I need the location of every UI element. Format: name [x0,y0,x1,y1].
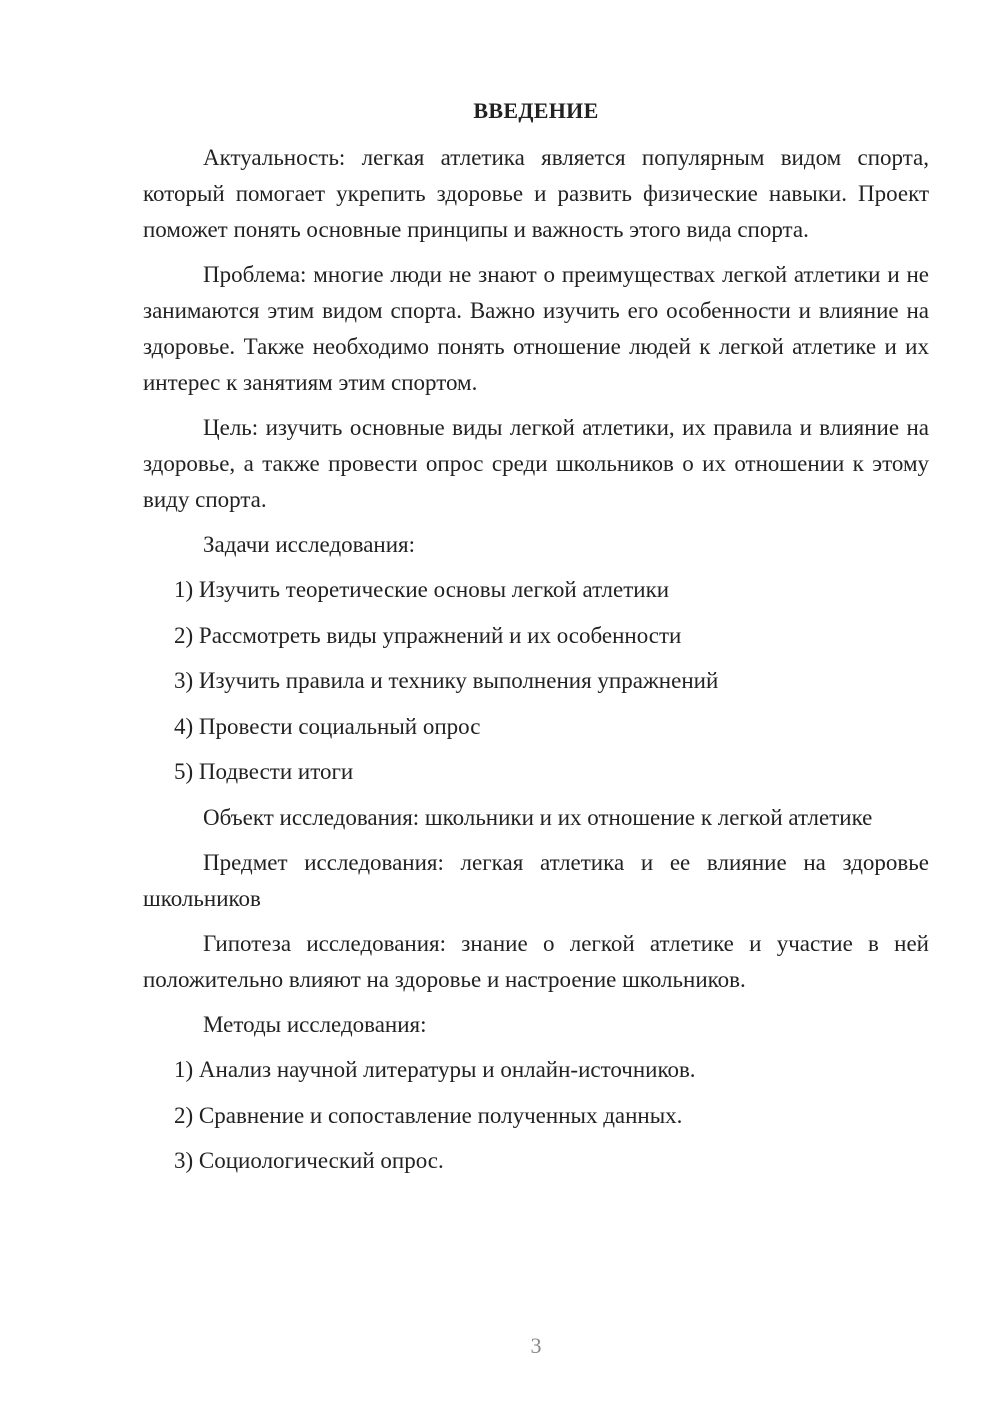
method-item: 1) Анализ научной литературы и онлайн-источников. [174,1056,696,1082]
task-item: 3) Изучить правила и технику выполнения упражнений [174,668,719,694]
subject-paragraph: Предмет исследования: легкая атлетика и ее влияние на здоровье школьников [143,849,929,911]
task-item: 4) Провести социальный опрос [174,713,481,739]
problem-paragraph: Проблема: многие люди не знают о преимуществах легкой атлетики и не занимаются этим видом спорта. Важно изучить его особенности и влияние на здоровье. Также необходимо понять отношение людей к легкой атлетике и их интерес к занятиям этим спортом. [143,262,929,395]
page-content [143,96,929,1189]
page-number: 3 [530,1333,542,1358]
tasks-list [143,572,929,790]
relevance-paragraph: Актуальность: легкая атлетика является популярным видом спорта, который помогает укрепить здоровье и развить физические навыки. Проект поможет понять основные принципы и важность этого вида спорта. [143,145,929,242]
object-statement: Объект исследования: школьники и их отношение к легкой атлетике [203,804,873,830]
method-item: 3) Социологический опрос. [174,1148,444,1174]
task-item: 1) Изучить теоретические основы легкой атлетики [174,577,670,602]
hypothesis-paragraph: Гипотеза исследования: знание о легкой атлетике и участие в ней положительно влияют на здоровье и настроение школьников. [143,930,929,992]
methods-heading: Методы исследования: [203,1011,427,1037]
method-item: 2) Сравнение и сопоставление полученных данных. [174,1102,683,1128]
goal-paragraph: Цель: изучить основные виды легкой атлетики, их правила и влияние на здоровье, а также провести опрос среди школьников о их отношении к этому виду спорта. [143,415,929,512]
task-item: 5) Подвести итоги [174,759,354,785]
task-item: 2) Рассмотреть виды упражнений и их особенности [174,622,682,648]
section-title: ВВЕДЕНИЕ [473,98,599,123]
methods-list [143,1052,929,1179]
tasks-heading: Задачи исследования: [203,532,416,557]
